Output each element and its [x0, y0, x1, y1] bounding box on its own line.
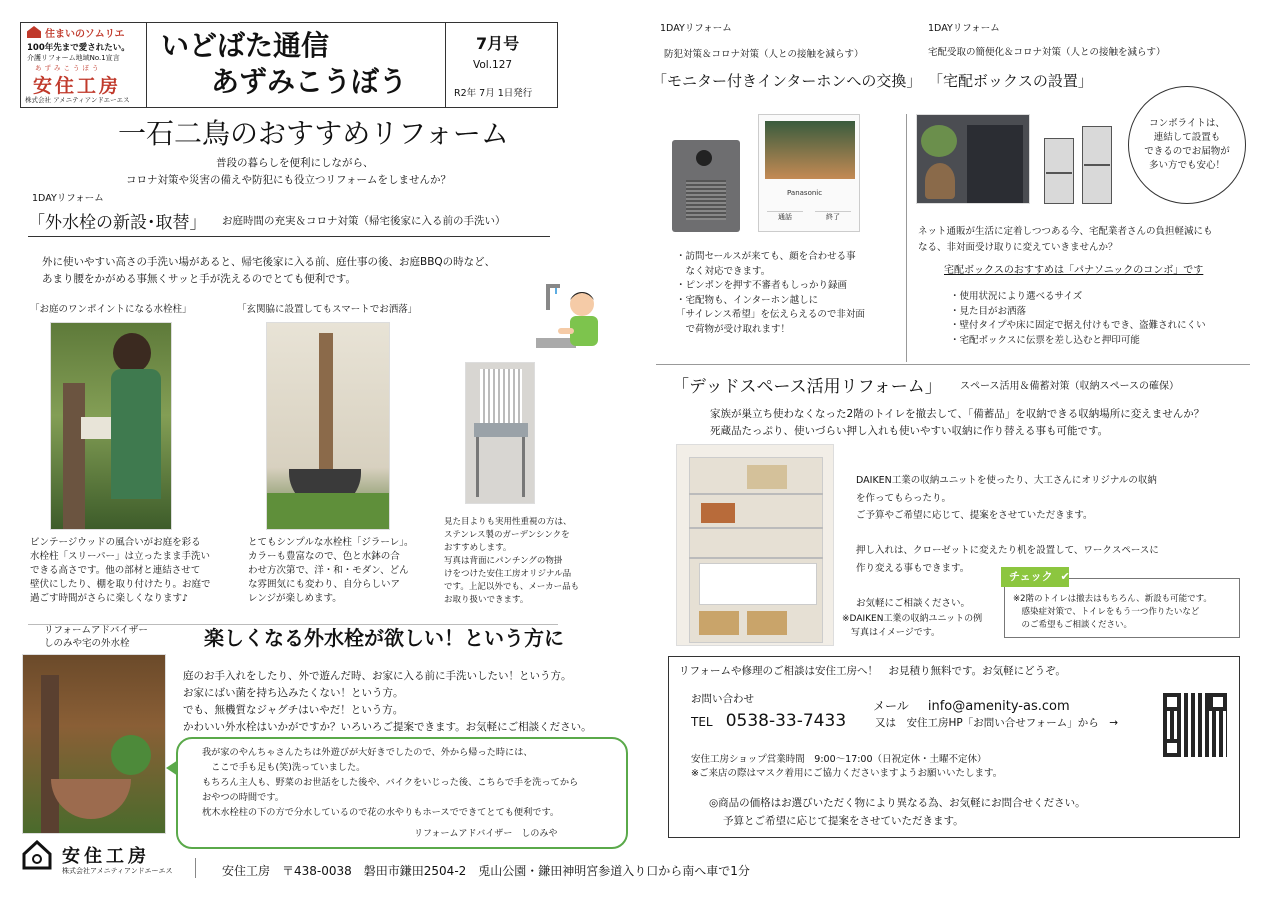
intercom-heading: 「モニター付きインターホンへの交換」 — [652, 72, 922, 90]
contact-mail — [873, 695, 1070, 714]
footer-address: 安住工房 〒438-0038 磐田市鎌田2504-2 兎山公園・鎌田神明宮参道入り口から南へ車で1分 — [222, 864, 750, 878]
mail-address[interactable]: info@amenity-as.com — [927, 699, 1070, 714]
contact-box — [668, 656, 1240, 838]
newsletter-title-1: いどばた通信 — [161, 29, 330, 62]
contact-mask: ※ご来店の際はマスク着用にご協力くださいますようお願いいたします。 — [691, 768, 1003, 779]
advisor-bubble-text: 我が家のやんちゃさんたちは外遊びが大好きでしたので、外から帰った時には、 ここで手も足も(笑)洗っていました。 もちろん主人も、野菜のお世話をした後や、バイクをいじった後、こちらで手を洗ってから おやつの時間です。 枕木水栓柱の下の方で分水しているので花の水やりもホースでできてとても便利です。 — [202, 747, 579, 818]
issue-date: R2年 7月 1日発行 — [454, 88, 533, 99]
deadspace-heading: 「デッドスペース活用リフォーム」 — [672, 377, 942, 397]
tel-number[interactable]: 0538-33-7433 — [725, 711, 847, 731]
advisor-bubble — [176, 737, 628, 849]
desc-sleeper: ビンテージウッドの風合いがお庭を彩る 水栓柱「スリーパー」は立ったまま手洗い できる高さです。他の部材と連結させて 壁伏にしたり、棚を取り付けたり。お庭で 過ごす時間がさらに楽しくなります♪ — [30, 537, 211, 604]
intercom-list: ・訪問セールスが来ても、顔を合わせる事 なく対応できます。 ・ピンポンを押す不審者もしっかり録画 ・宅配物も、インターホン越しに 「サイレンス希望」を伝えらえるので非対面 で荷物が受け取れます！ — [676, 251, 865, 335]
tel-label: TEL — [691, 715, 713, 729]
deadspace-sub: スペース活用＆備蓄対策（収納スペースの確保） — [960, 381, 1179, 392]
logo-line1: 100年先まで愛されたい。 — [27, 43, 130, 53]
issue-month: 7月号 — [476, 34, 520, 53]
delivery-sub: 宅配受取の簡便化＆コロナ対策（人との接触を減らす） — [928, 47, 1166, 58]
caption-b: 「玄関脇に設置してもスマートでお洒落」 — [237, 304, 418, 315]
issue-vol: Vol.127 — [473, 59, 513, 71]
footer-house-icon — [22, 840, 52, 870]
feature-lead-2: コロナ対策や災害の備えや防犯にも役立つリフォームをしませんか？ — [126, 174, 451, 186]
check-box — [1004, 570, 1240, 638]
check-body: ※2階のトイレは撤去はもちろん、新設も可能です。 感染症対策で、トイレをもう一つ作りたいなど のご希望もご相談ください。 — [1013, 594, 1212, 630]
delivery-recommend: 宅配ボックスのおすすめは「パナソニックのコンボ」です — [944, 265, 1204, 276]
footer-logo-name: 安住工房 — [62, 846, 150, 867]
photo-storage-unit — [676, 444, 834, 646]
contact-label: お問い合わせ — [691, 693, 754, 705]
logo-ruby: あずみこうぼう — [35, 64, 102, 72]
faucet-subheading: お庭時間の充実＆コロナ対策（帰宅後家に入る前の手洗い） — [222, 215, 506, 227]
check-label: チェック — [1009, 570, 1053, 583]
delivery-list: ・使用状況により選べるサイズ ・見た目がお洒落 ・壁付タイプや床に固定で据え付けもでき、盗難されにくい ・宅配ボックスに伝票を差し込むと押印可能 — [950, 291, 1206, 346]
photo-garden-sink — [465, 362, 535, 504]
advisor-heading: 楽しくなる外水栓が欲しい！という方に — [204, 626, 564, 650]
combo-circle — [1128, 86, 1246, 204]
mail-label: メール — [873, 699, 909, 713]
faucet-body-2: あまり腰をかがめる事無くサッと手が洗えるのでとても便利です。 — [42, 273, 356, 285]
handwash-illustration — [528, 276, 608, 356]
contact-hours: 安住工房ショップ営業時間 9:00～17:00（日祝定休・土曜不定休） — [691, 754, 987, 765]
photo-delivery-box — [916, 114, 1030, 204]
advisor-signature: リフォームアドバイザー しのみや — [414, 829, 558, 839]
advisor-body: 庭のお手入れをしたり、外で遊んだ時、お家に入る前に手洗いしたい！という方。 お家にばい菌を持ち込みたくない！という方。 でも、無機質なジャグチはいやだ！という方。 かわいい外水栓はいかがですか？いろいろご提案できます。お気軽にご相談ください。 — [183, 670, 592, 733]
contact-tel — [691, 711, 846, 731]
newsletter-title-2: あずみこうぼう — [211, 65, 408, 98]
faucet-tag: 1DAYリフォーム — [32, 193, 104, 204]
contact-form-link[interactable]: 又は 安住工房HP「お問い合せフォーム」から → — [875, 717, 1118, 729]
logo-name: 安住工房 — [33, 75, 122, 97]
delivery-tag: 1DAYリフォーム — [928, 23, 1000, 34]
faucet-heading: 「外水栓の新設･取替」 — [28, 213, 207, 233]
advisor-label-2: しのみや宅の外水栓 — [44, 638, 130, 649]
photo-sleeper-faucet — [50, 322, 172, 530]
contact-price-2: 予算とご希望に応じて提案をさせていただきます。 — [723, 815, 964, 827]
deadspace-lead-2: 死蔵品たっぷり、使いづらい押し入れも使いやすい収納に作り替える事も可能です。 — [710, 425, 1109, 437]
delivery-heading: 「宅配ボックスの設置」 — [928, 72, 1093, 90]
logo-line2: 介護リフォーム地域No.1宣言 — [27, 54, 120, 62]
desc-girare: とてもシンプルな水栓柱「ジラーレ」。 カラーも豊富なので、色と水鉢の合 わせ方次第で、洋・和・モダン、どん な雰囲気にも変わり、自分らしいア レンジが楽しめます。 — [248, 537, 414, 604]
monitor-talk-button: 通話 — [767, 211, 803, 222]
combo-circle-text: コンボライトは、 連結して設置も できるのでお届物が 多い方でも安心！ — [1144, 118, 1230, 171]
photo-advisor-faucet — [22, 654, 166, 834]
check-badge — [1001, 567, 1069, 587]
photo-combo-lite — [1044, 126, 1114, 206]
photo-girare-faucet — [266, 322, 390, 530]
caption-a: 「お庭のワンポイントになる水栓柱」 — [30, 304, 192, 315]
deadspace-lead-1: 家族が巣立ち使わなくなった2階のトイレを撤去して、「備蓄品」を収納できる収納場所に変えませんか？ — [710, 408, 1205, 420]
logo-tagline: 住まいのソムリエ — [45, 29, 125, 40]
door-station — [672, 140, 740, 232]
feature-lead-1: 普段の暮らしを便利にしながら、 — [216, 157, 374, 169]
intercom-sub: 防犯対策＆コロナ対策（人との接触を減らす） — [664, 49, 864, 60]
deadspace-body: DAIKEN工業の収納ユニットを使ったり、大工さんにオリジナルの収納 を作ってもらったり。 ご予算やご希望に応じて、提案をさせていただきます。 押し入れは、クローゼットに変えたり机を設置して、ワークスペースに 作り変える事もできます。 お気軽にご相談ください。 — [856, 475, 1159, 609]
delivery-body: ネット通販が生活に定着しつつある今、宅配業者さんの負担軽減にも なる、非対面受け取りに変えていきませんか？ — [918, 226, 1213, 253]
feature-title: 一石二鳥のおすすめリフォーム — [118, 117, 509, 150]
bubble-tail — [166, 760, 178, 776]
monitor-unit — [758, 114, 860, 232]
contact-intro: リフォームや修理のご相談は安住工房へ！ お見積り無料です。お気軽にどうぞ。 — [679, 665, 1066, 677]
intercom-tag: 1DAYリフォーム — [660, 23, 732, 34]
check-mark-icon: ✔ — [1060, 570, 1070, 583]
masthead — [20, 22, 558, 108]
desc-sink: 見た目よりも実用性重視の方は、 ステンレス製のガーデンシンクを おすすめします。 写真は背面にパンチングの物掛 けをつけた安住工房オリジナル品 です。上記以外でも、メーカー品も お取り扱いできます。 — [444, 517, 580, 605]
footer-logo-company: 株式会社アメニティアンドエーエス — [62, 867, 173, 875]
logo-box — [21, 23, 147, 107]
contact-price-1: ◎商品の価格はお選びいただく物により異なる為、お気軽にお問合せください。 — [709, 797, 1086, 809]
monitor-end-button: 終了 — [815, 211, 851, 222]
advisor-label-1: リフォームアドバイザー — [44, 625, 148, 636]
logo-company: 株式会社 アメニティアンドエーエス — [25, 96, 130, 104]
photo-intercom — [672, 114, 860, 234]
faucet-body-1: 外に使いやすい高さの手洗い場があると、帰宅後家に入る前、庭仕事の後、お庭BBQの時など、 — [42, 256, 496, 268]
qr-code-icon[interactable] — [1163, 693, 1227, 757]
monitor-brand: Panasonic — [787, 189, 823, 197]
house-icon — [27, 26, 41, 38]
deadspace-note: ※DAIKEN工業の収納ユニットの例 写真はイメージです。 — [842, 614, 983, 638]
